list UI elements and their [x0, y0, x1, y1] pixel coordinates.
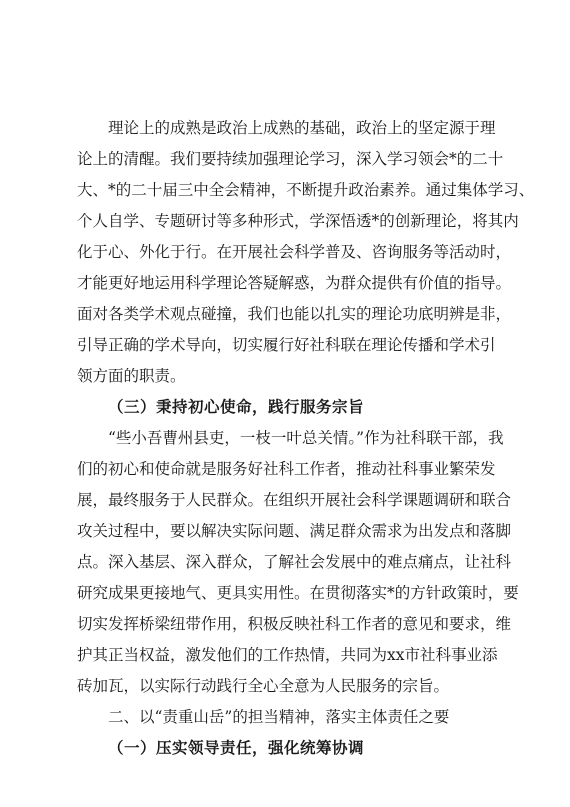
- paragraph-line: 护其正当权益，激发他们的工作热情，共同为xx市社科事业添: [77, 646, 498, 664]
- paragraph-line: 才能更好地运用科学理论答疑解惑，为群众提供有价值的指导。: [77, 274, 512, 292]
- paragraph-line: 引导正确的学术导向，切实履行好社科联在理论传播和学术引: [77, 336, 496, 354]
- paragraph-line: 们的初心和使命就是服务好社科工作者，推动社科事业繁荣发: [77, 460, 496, 478]
- paragraph-line: 面对各类学术观点碰撞，我们也能以扎实的理论功底明辨是非，: [77, 305, 512, 323]
- paragraph-line: 领方面的职责。: [77, 367, 186, 385]
- paragraph-line: 砖加瓦，以实际行动践行全心全意为人民服务的宗旨。: [77, 677, 450, 695]
- paragraph-line: 大、*的二十届三中全会精神，不断提升政治素养。通过集体学习、: [77, 181, 535, 199]
- paragraph-line: “些小吾曹州县吏，一枝一叶总关情。”作为社科联干部，我: [108, 429, 504, 447]
- paragraph-line: 展，最终服务于人民群众。在组织开展社会科学课题调研和联合: [77, 491, 512, 509]
- paragraph-line: 攻关过程中，要以解决实际问题、满足群众需求为出发点和落脚: [77, 522, 512, 540]
- section-heading-3: （三）秉持初心使命，践行服务宗旨: [108, 397, 365, 416]
- section-heading-1: （一）压实领导责任，强化统筹协调: [108, 738, 365, 757]
- paragraph-line: 论上的清醒。我们要持续加强理论学习，深入学习领会*的二十: [77, 150, 504, 168]
- section-heading-2: 二、以“责重山岳”的担当精神，落实主体责任之要: [108, 708, 450, 726]
- paragraph-line: 点。深入基层、深入群众，了解社会发展中的难点痛点，让社科: [77, 553, 512, 571]
- paragraph-line: 研究成果更接地气、更具实用性。在贯彻落实*的方针政策时，要: [77, 584, 519, 602]
- paragraph-line: 化于心、外化于行。在开展社会科学普及、咨询服务等活动时，: [77, 243, 512, 261]
- paragraph-line: 理论上的成熟是政治上成熟的基础，政治上的坚定源于理: [108, 119, 496, 137]
- paragraph-line: 个人自学、专题研讨等多种形式，学深悟透*的创新理论，将其内: [77, 212, 519, 230]
- paragraph-line: 切实发挥桥梁纽带作用，积极反映社科工作者的意见和要求，维: [77, 615, 512, 633]
